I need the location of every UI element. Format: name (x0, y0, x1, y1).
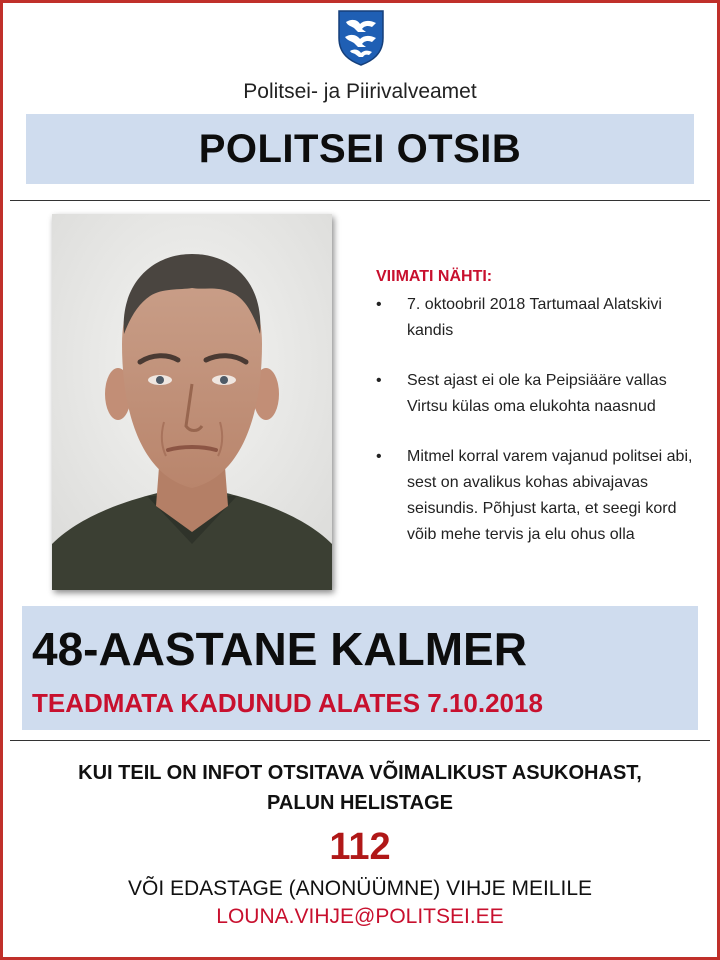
missing-status: TEADMATA KADUNUD ALATES 7.10.2018 (32, 688, 543, 718)
contact-line-2: PALUN HELISTAGE (267, 792, 453, 814)
phone-number[interactable]: 112 (329, 826, 391, 868)
tip-email-link[interactable]: LOUNA.VIHJE@POLITSEI.EE (216, 905, 504, 928)
list-item: • Mitmel korral varem vajanud politsei abi, sest on avalikus kohas abivajavas seisundis. Põhjust karta, et seegi kord võib mehe tervis ja elu ohus olla (376, 448, 693, 543)
bottom-divider (10, 740, 710, 741)
list-item: • Sest ajast ei ole ka Peipsiääre vallas Virtsu külas oma elukohta naasnud (376, 372, 667, 415)
estonian-police-crest-icon (336, 8, 386, 66)
agency-name: Politsei- ja Piirivalveamet (243, 80, 477, 103)
anonymous-tip-text: VÕI EDASTAGE (ANONÜÜMNE) VIHJE MEILILE (127, 877, 593, 900)
person-name: 48-AASTANE KALMER (32, 623, 527, 675)
list-item: • 7. oktoobril 2018 Tartumaal Alatskivi kandis (376, 296, 662, 339)
headline-band (26, 114, 694, 184)
contact-line-1: KUI TEIL ON INFOT OTSITAVA VÕIMALIKUST ASUKOHAST, (78, 762, 642, 784)
portrait-photo (52, 214, 332, 590)
headline: POLITSEI OTSIB (198, 126, 522, 171)
last-seen-list (376, 292, 696, 572)
last-seen-heading: VIIMATI NÄHTI: (376, 268, 493, 285)
top-divider (10, 200, 710, 201)
